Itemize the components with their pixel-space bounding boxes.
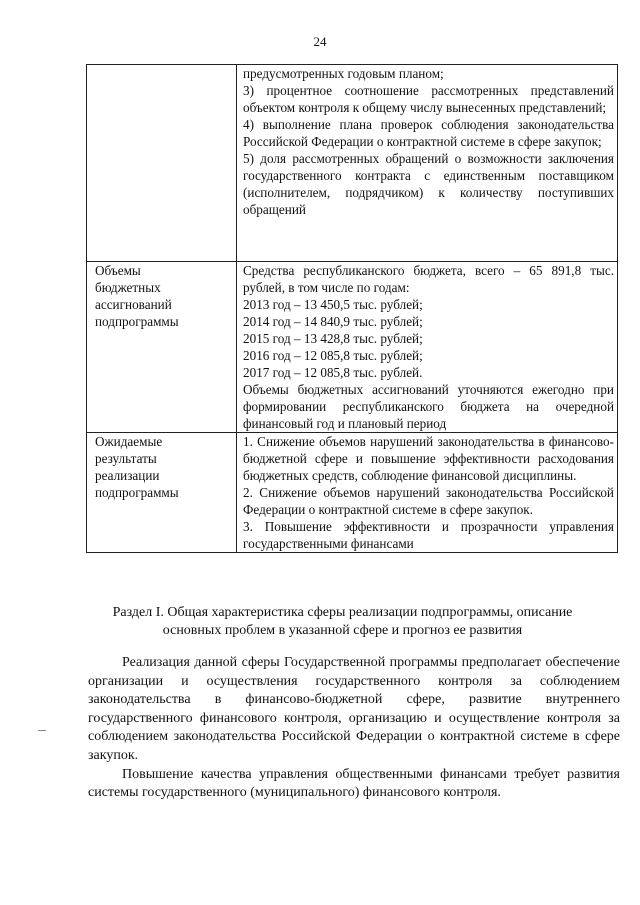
budget-year: 2013 год – 13 450,5 тыс. рублей; (243, 297, 423, 312)
label-line: подпрограммы (95, 314, 179, 329)
budget-year: 2014 год – 14 840,9 тыс. рублей; (243, 314, 423, 329)
heading-line: Раздел I. Общая характеристика сферы реализации подпрограммы, описание (112, 605, 573, 620)
results-cell (237, 433, 618, 553)
row-label-budget (87, 262, 237, 433)
label-line: реализации (95, 468, 160, 483)
table-row (87, 262, 618, 433)
indicators-cell (237, 65, 618, 262)
body-paragraph: Реализация данной сферы Государственной программы предполагает обеспечение организации и осуществления государственного контроля за соблюдением законодательства в финансово-бюджетной сфере, развитие внутреннего государственного финансового контроля, организацию и осуществление контроля за соблюдением законодательства Российской Федерации о контрактной системе в сфере закупок. (88, 655, 620, 763)
table-row (87, 433, 618, 553)
label-line: подпрограммы (95, 485, 179, 500)
label-line: бюджетных (95, 280, 161, 295)
budget-year: 2017 год – 12 085,8 тыс. рублей. (243, 365, 423, 380)
indicator-text: 4) выполнение плана проверок соблюдения законодательства Российской Федерации о контрактной системе в сфере закупок; (243, 117, 614, 149)
section-body (88, 654, 620, 803)
result-item: 2. Снижение объемов нарушений законодательства Российской Федерации о контрактной системе в сфере закупок. (243, 485, 614, 517)
subprogram-passport-table (86, 64, 618, 553)
budget-year: 2015 год – 13 428,8 тыс. рублей; (243, 331, 423, 346)
margin-mark (38, 730, 46, 731)
budget-intro: Средства республиканского бюджета, всего – 65 891,8 тыс. рублей, в том числе по годам: (243, 263, 614, 295)
section-heading (70, 604, 615, 640)
result-item: 3. Повышение эффективности и прозрачности управления государственными финансами (243, 519, 614, 551)
result-item: 1. Снижение объемов нарушений законодательства в финансово-бюджетной сфере и повышение эффективности расходования бюджетных средств, соблюдение финансовой дисциплины. (243, 434, 614, 483)
row-label-results (87, 433, 237, 553)
indicator-text: 5) доля рассмотренных обращений о возможности заключения государственного контракта с единственным поставщиком (исполнителем, подрядчиком) к количеству поступивших обращений (243, 151, 614, 217)
body-paragraph: Повышение качества управления общественными финансами требует развития системы государственного (муниципального) финансового контроля. (88, 766, 620, 801)
table-row (87, 65, 618, 262)
label-line: Объемы (95, 263, 141, 278)
row-label-cell (87, 65, 237, 262)
label-line: результаты (95, 451, 157, 466)
label-line: Ожидаемые (95, 434, 163, 449)
indicator-text: предусмотренных годовым планом; (243, 66, 444, 81)
budget-cell (237, 262, 618, 433)
budget-note: Объемы бюджетных ассигнований уточняются ежегодно при формировании республиканского бюджета на очередной финансовый год и плановый период (243, 382, 614, 431)
label-line: ассигнований (95, 297, 172, 312)
budget-year: 2016 год – 12 085,8 тыс. рублей; (243, 348, 423, 363)
heading-line: основных проблем в указанной сфере и прогноз ее развития (162, 623, 523, 638)
page-number: 24 (313, 34, 327, 49)
indicator-text: 3) процентное соотношение рассмотренных представлений объектом контроля к общему числу вынесенных представлений; (243, 83, 614, 115)
